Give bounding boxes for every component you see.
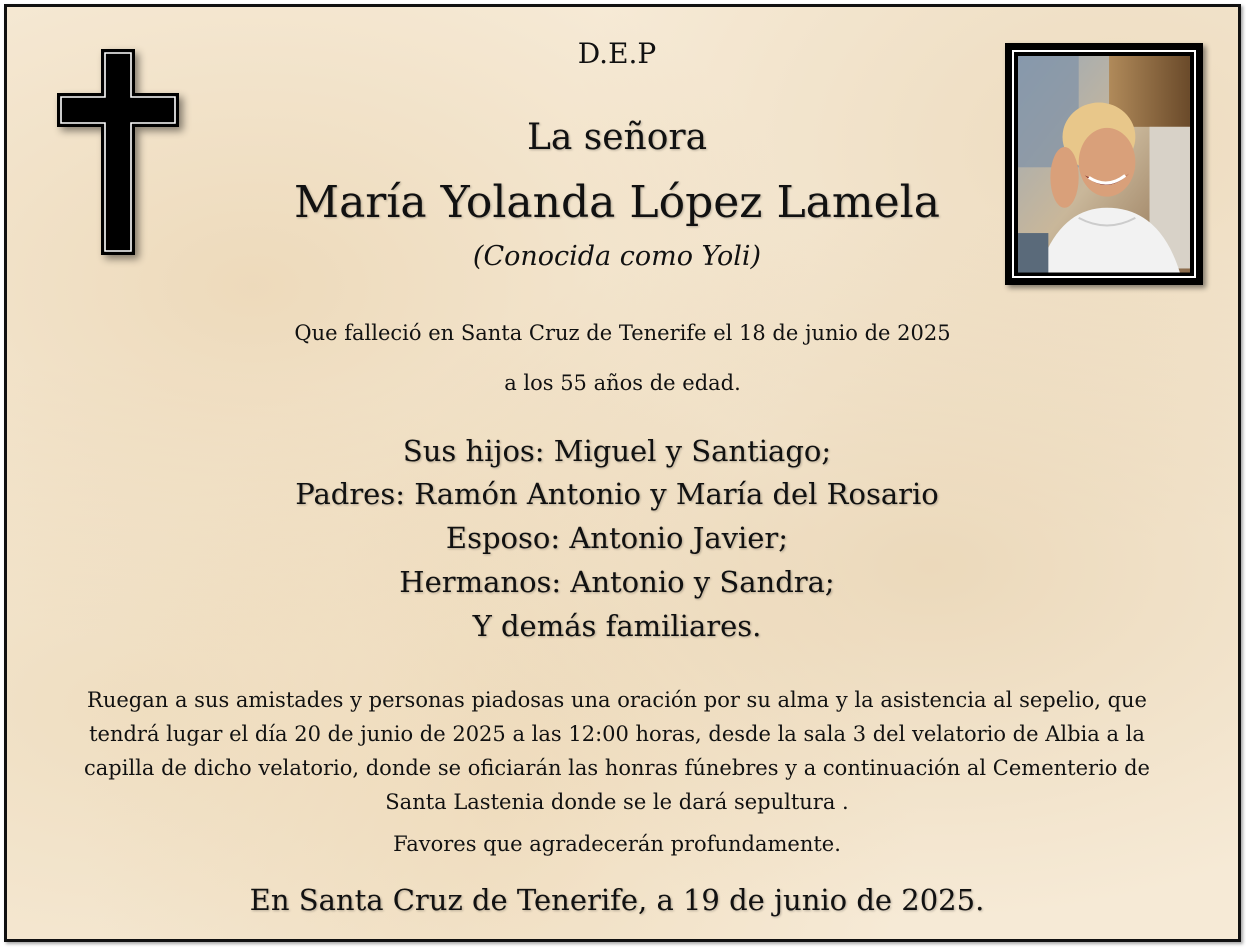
family-line: Hermanos: Antonio y Sandra; [399,565,835,599]
family-line: Sus hijos: Miguel y Santiago; [402,434,832,468]
nickname: (Conocida como Yoli) [472,241,762,272]
family-line: Padres: Ramón Antonio y María del Rosario [295,477,939,511]
closing-line: En Santa Cruz de Tenerife, a 19 de junio de 2025. [249,883,985,917]
death-info: Que falleció en Santa Cruz de Tenerife el 18 de junio de 2025 [294,321,951,345]
age-info: a los 55 años de edad. [504,371,741,395]
thanks-line: Favores que agradecerán profundamente. [393,832,841,856]
portrait-frame [1005,43,1203,285]
family-line: Y demás familiares. [472,609,762,643]
portrait-photo [1018,56,1190,273]
dep-heading: D.E.P [577,37,657,70]
obituary-card [4,4,1241,942]
family-line: Esposo: Antonio Javier; [445,521,789,555]
title-label: La señora [526,117,708,158]
funeral-request: Ruegan a sus amistades y personas piadosas una oración por su alma y la asistencia al sepelio, que tendrá lugar el día 20 de junio de 2025 a las 12:00 horas, desde la sala 3 del velatorio de Albia a la capilla de dicho velatorio, donde se oficiarán las honras fúnebres y a continuación al Cementerio de Santa Lastenia donde se le dará sepultura . [84,688,1150,814]
deceased-name: María Yolanda López Lamela [294,177,940,228]
